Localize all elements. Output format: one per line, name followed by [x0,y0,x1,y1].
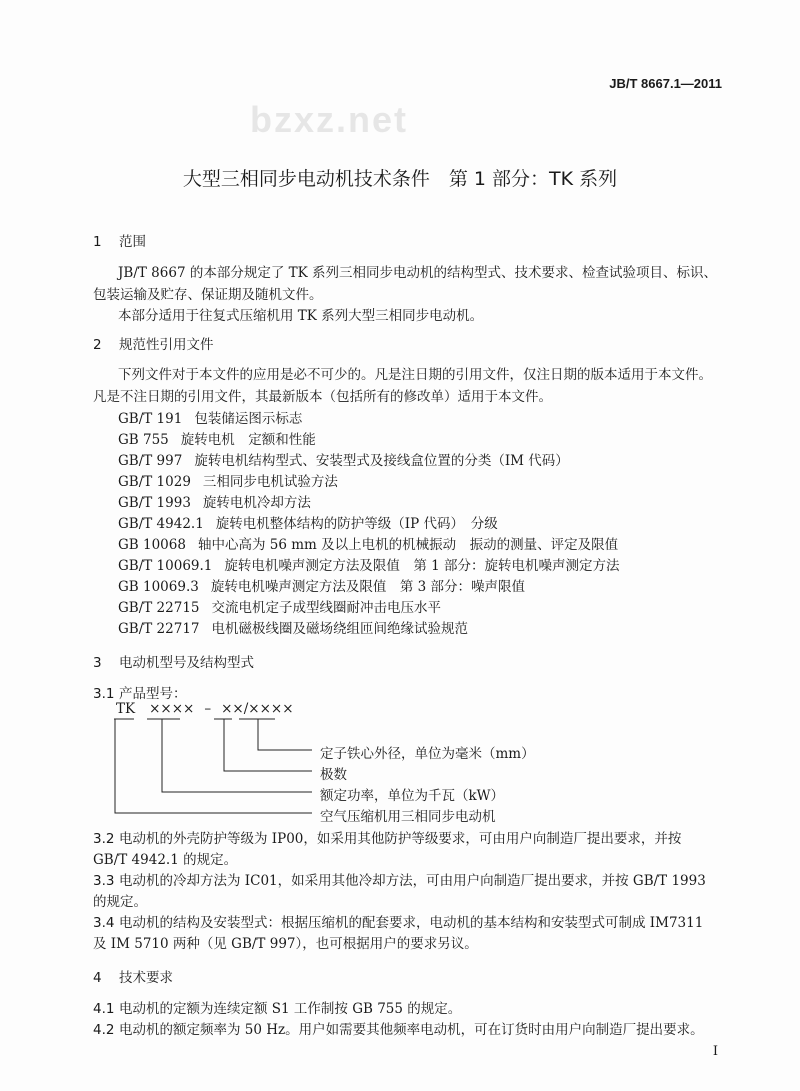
model-label-power: 额定功率，单位为千瓦（kW） [320,788,505,804]
model-label-type: 空气压缩机用三相同步电动机 [320,809,496,825]
reference-code: GB/T 4942.1 [118,516,204,532]
model-label-diameter: 定子铁心外径，单位为毫米（mm） [320,746,535,762]
section-4-heading [93,966,173,986]
clause-text: 电动机的外壳防护等级为 IP00，如采用其他防护等级要求，可由用户向制造厂提出要求，并按 [119,831,682,847]
paragraph-line: 本部分适用于往复式压缩机用 TK 系列大型三相同步电动机。 [118,308,484,324]
reference-code: GB/T 22715 [118,600,200,616]
clause-number: 4.1 [93,1001,115,1017]
clause-3-4 [93,911,703,931]
reference-title: 旋转电机结构型式、安装型式及接线盒位置的分类（IM 代码） [194,453,569,469]
reference-title: 旋转电机 定额和性能 [180,432,316,448]
reference-code: GB/T 1993 [118,495,191,511]
reference-title: 包装储运图示标志 [194,411,303,427]
section-title: 规范性引用文件 [119,337,214,353]
section-number: 2 [93,337,102,353]
reference-title: 旋转电机噪声测定方法及限值 第 1 部分：旋转电机噪声测定方法 [224,558,620,574]
reference-title: 交流电机定子成型线圈耐冲击电压水平 [211,600,441,616]
section-title: 范围 [119,234,146,250]
watermark: bzxz.net [250,99,409,140]
paragraph-line: 下列文件对于本文件的应用是必不可少的。凡是注日期的引用文件，仅注日期的版本适用于本文件。 [118,367,712,383]
clause-number: 3.3 [93,873,115,889]
reference-code: GB/T 10069.1 [118,558,213,574]
model-dash: – [204,701,212,717]
section-title: 技术要求 [119,970,173,986]
paragraph-line: GB/T 4942.1 的规定。 [93,852,238,868]
clause-3-3 [93,869,706,889]
reference-title: 三相同步电机试验方法 [202,474,338,490]
reference-title: 旋转电机噪声测定方法及限值 第 3 部分：噪声限值 [210,579,525,595]
paragraph-line: 的规定。 [93,894,147,910]
model-power: ×××× [149,701,195,717]
reference-code: GB 755 [118,432,169,448]
standard-number: JB/T 8667.1—2011 [609,76,722,91]
paragraph-line: 包装运输及贮存、保证期及随机文件。 [93,287,323,303]
reference-code: GB/T 997 [118,453,183,469]
reference-code: GB/T 191 [118,411,183,427]
clause-text: 电动机的结构及安装型式：根据压缩机的配套要求，电动机的基本结构和安装型式可制成 IM7311 [119,915,704,931]
paragraph-line: 及 IM 5710 两种（见 GB/T 997），也可根据用户的要求另议。 [93,936,478,952]
clause-number: 3.1 [93,686,115,702]
reference-code: GB/T 1029 [118,474,191,490]
paragraph-line: JB/T 8667 的本部分规定了 TK 系列三相同步电动机的结构型式、技术要求、检查试验项目、标识、 [118,265,717,281]
clause-text: 电动机的额定频率为 50 Hz。用户如需要其他频率电动机，可在订货时由用户向制造厂提出要求。 [119,1022,704,1038]
clause-3-2 [93,827,681,847]
reference-code: GB 10069.3 [118,579,199,595]
clause-text: 电动机的冷却方法为 IC01，如采用其他冷却方法，可由用户向制造厂提出要求，并按 GB/T 1993 [119,873,706,889]
section-number: 4 [93,970,102,986]
clause-number: 3.4 [93,915,115,931]
reference-title: 轴中心高为 56 mm 及以上电机的机械振动 振动的测量、评定及限值 [197,537,619,553]
reference-title: 电机磁极线圈及磁场绕组匝间绝缘试验规范 [211,621,468,637]
section-number: 3 [93,655,102,671]
clause-text: 产品型号： [119,686,187,702]
clause-4-2 [93,1018,704,1038]
reference-code: GB 10068 [118,537,186,553]
model-slash: / [243,701,249,717]
model-label-poles: 极数 [320,767,347,783]
document-title: 大型三相同步电动机技术条件 第 1 部分：TK 系列 [182,168,618,190]
model-diameter: ×××× [248,701,294,717]
reference-title: 旋转电机冷却方法 [202,495,311,511]
reference-code: GB/T 22717 [118,621,200,637]
page-number: I [712,1044,718,1059]
clause-text: 电动机的定额为连续定额 S1 工作制按 GB 755 的规定。 [119,1001,462,1017]
model-poles: ×× [221,701,244,717]
clause-number: 4.2 [93,1022,115,1038]
model-prefix: TK [116,701,136,717]
section-title: 电动机型号及结构型式 [119,655,254,671]
clause-4-1 [93,997,461,1017]
clause-number: 3.2 [93,831,115,847]
reference-title: 旋转电机整体结构的防护等级（IP 代码） 分级 [215,516,498,532]
section-number: 1 [93,234,102,250]
paragraph-line: 凡是不注日期的引用文件，其最新版本（包括所有的修改单）适用于本文件。 [93,389,552,405]
